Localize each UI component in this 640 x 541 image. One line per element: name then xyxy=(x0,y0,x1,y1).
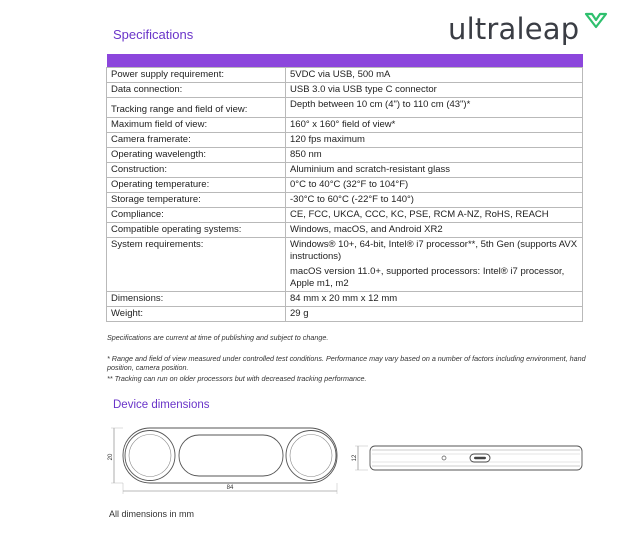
depth-dimension-label: 12 xyxy=(352,454,358,462)
spec-value xyxy=(286,178,583,193)
spec-row xyxy=(107,163,583,178)
note-range-fov: * Range and field of view measured under controlled test conditions. Performance may vary based on a number of factors including environment, hand position, camera position. xyxy=(107,354,586,372)
spec-value-text: 120 fps maximum xyxy=(290,134,365,145)
left-camera-lens xyxy=(125,431,175,481)
spec-label: Weight: xyxy=(107,307,286,322)
device-side-view xyxy=(348,440,588,480)
dimensions-footnote: All dimensions in mm xyxy=(109,509,195,519)
logo-wordmark: ultraleap xyxy=(448,12,580,46)
spec-value xyxy=(286,292,583,307)
spec-label: Camera framerate: xyxy=(107,133,286,148)
spec-value-text: Depth between 10 cm (4") to 110 cm (43")* xyxy=(290,99,471,110)
spec-label: Compatible operating systems: xyxy=(107,223,286,238)
device-outline xyxy=(123,428,337,483)
note-current: Specifications are current at time of publishing and subject to change. xyxy=(107,333,329,342)
spec-value xyxy=(286,208,583,223)
left-camera-inner xyxy=(129,435,171,477)
spec-value xyxy=(286,193,583,208)
spec-row xyxy=(107,68,583,83)
spec-value xyxy=(286,68,583,83)
spec-value xyxy=(286,148,583,163)
spec-value-text: Windows® 10+, 64-bit, Intel® i7 processor**, 5th Gen (supports AVX instructions) xyxy=(290,239,578,262)
spec-label: Operating temperature: xyxy=(107,178,286,193)
center-window xyxy=(179,435,283,476)
spec-value xyxy=(286,83,583,98)
spec-row xyxy=(107,307,583,322)
spec-row xyxy=(107,98,583,118)
spec-value-text: Windows, macOS, and Android XR2 xyxy=(290,224,443,235)
spec-value xyxy=(286,307,583,322)
spec-label: Operating wavelength: xyxy=(107,148,286,163)
specifications-table xyxy=(106,67,583,322)
spec-value-text: USB 3.0 via USB type C connector xyxy=(290,84,437,95)
note-processors: ** Tracking can run on older processors but with decreased tracking performance. xyxy=(107,374,367,383)
spec-label: Tracking range and field of view: xyxy=(107,98,286,118)
spec-value-text: -30°C to 60°C (-22°F to 140°) xyxy=(290,194,414,205)
spec-row xyxy=(107,193,583,208)
spec-value-text: 0°C to 40°C (32°F to 104°F) xyxy=(290,179,409,190)
spec-value-text-secondary: macOS version 11.0+, supported processors: Intel® i7 processor, Apple m1, m2 xyxy=(290,266,565,289)
spec-row xyxy=(107,133,583,148)
spec-value-text: CE, FCC, UKCA, CCC, KC, PSE, RCM A-NZ, RoHS, REACH xyxy=(290,209,549,220)
spec-value xyxy=(286,118,583,133)
spec-value xyxy=(286,133,583,148)
spec-label: Maximum field of view: xyxy=(107,118,286,133)
spec-row xyxy=(107,238,583,292)
spec-label: Compliance: xyxy=(107,208,286,223)
spec-label: System requirements: xyxy=(107,238,286,292)
device-dimensions-heading: Device dimensions xyxy=(113,399,210,411)
specifications-heading: Specifications xyxy=(113,27,194,42)
spec-value xyxy=(286,238,583,292)
spec-value xyxy=(286,223,583,238)
spec-value-text: 850 nm xyxy=(290,149,322,160)
spec-row xyxy=(107,118,583,133)
indicator-led xyxy=(442,456,446,460)
height-dimension-label: 20 xyxy=(108,453,114,461)
spec-value xyxy=(286,98,583,118)
right-camera-lens xyxy=(286,431,336,481)
spec-value-text: 5VDC via USB, 500 mA xyxy=(290,69,391,80)
spec-value-text: 160° x 160° field of view* xyxy=(290,119,396,130)
spec-label: Data connection: xyxy=(107,83,286,98)
spec-row xyxy=(107,208,583,223)
spec-value-text: 29 g xyxy=(290,308,309,319)
device-front-view xyxy=(104,425,344,495)
table-header-bar xyxy=(107,54,583,67)
ultraleap-logo xyxy=(448,12,579,52)
right-camera-inner xyxy=(290,435,332,477)
spec-row xyxy=(107,148,583,163)
spec-value-text: Aluminium and scratch-resistant glass xyxy=(290,164,450,175)
spec-row xyxy=(107,83,583,98)
spec-value xyxy=(286,163,583,178)
spec-row xyxy=(107,292,583,307)
width-dimension-label: 84 xyxy=(226,485,234,491)
spec-label: Power supply requirement: xyxy=(107,68,286,83)
logo-mark-icon xyxy=(584,10,608,34)
spec-row xyxy=(107,178,583,193)
spec-label: Storage temperature: xyxy=(107,193,286,208)
spec-row xyxy=(107,223,583,238)
spec-label: Dimensions: xyxy=(107,292,286,307)
spec-value-text: 84 mm x 20 mm x 12 mm xyxy=(290,293,398,304)
spec-label: Construction: xyxy=(107,163,286,178)
